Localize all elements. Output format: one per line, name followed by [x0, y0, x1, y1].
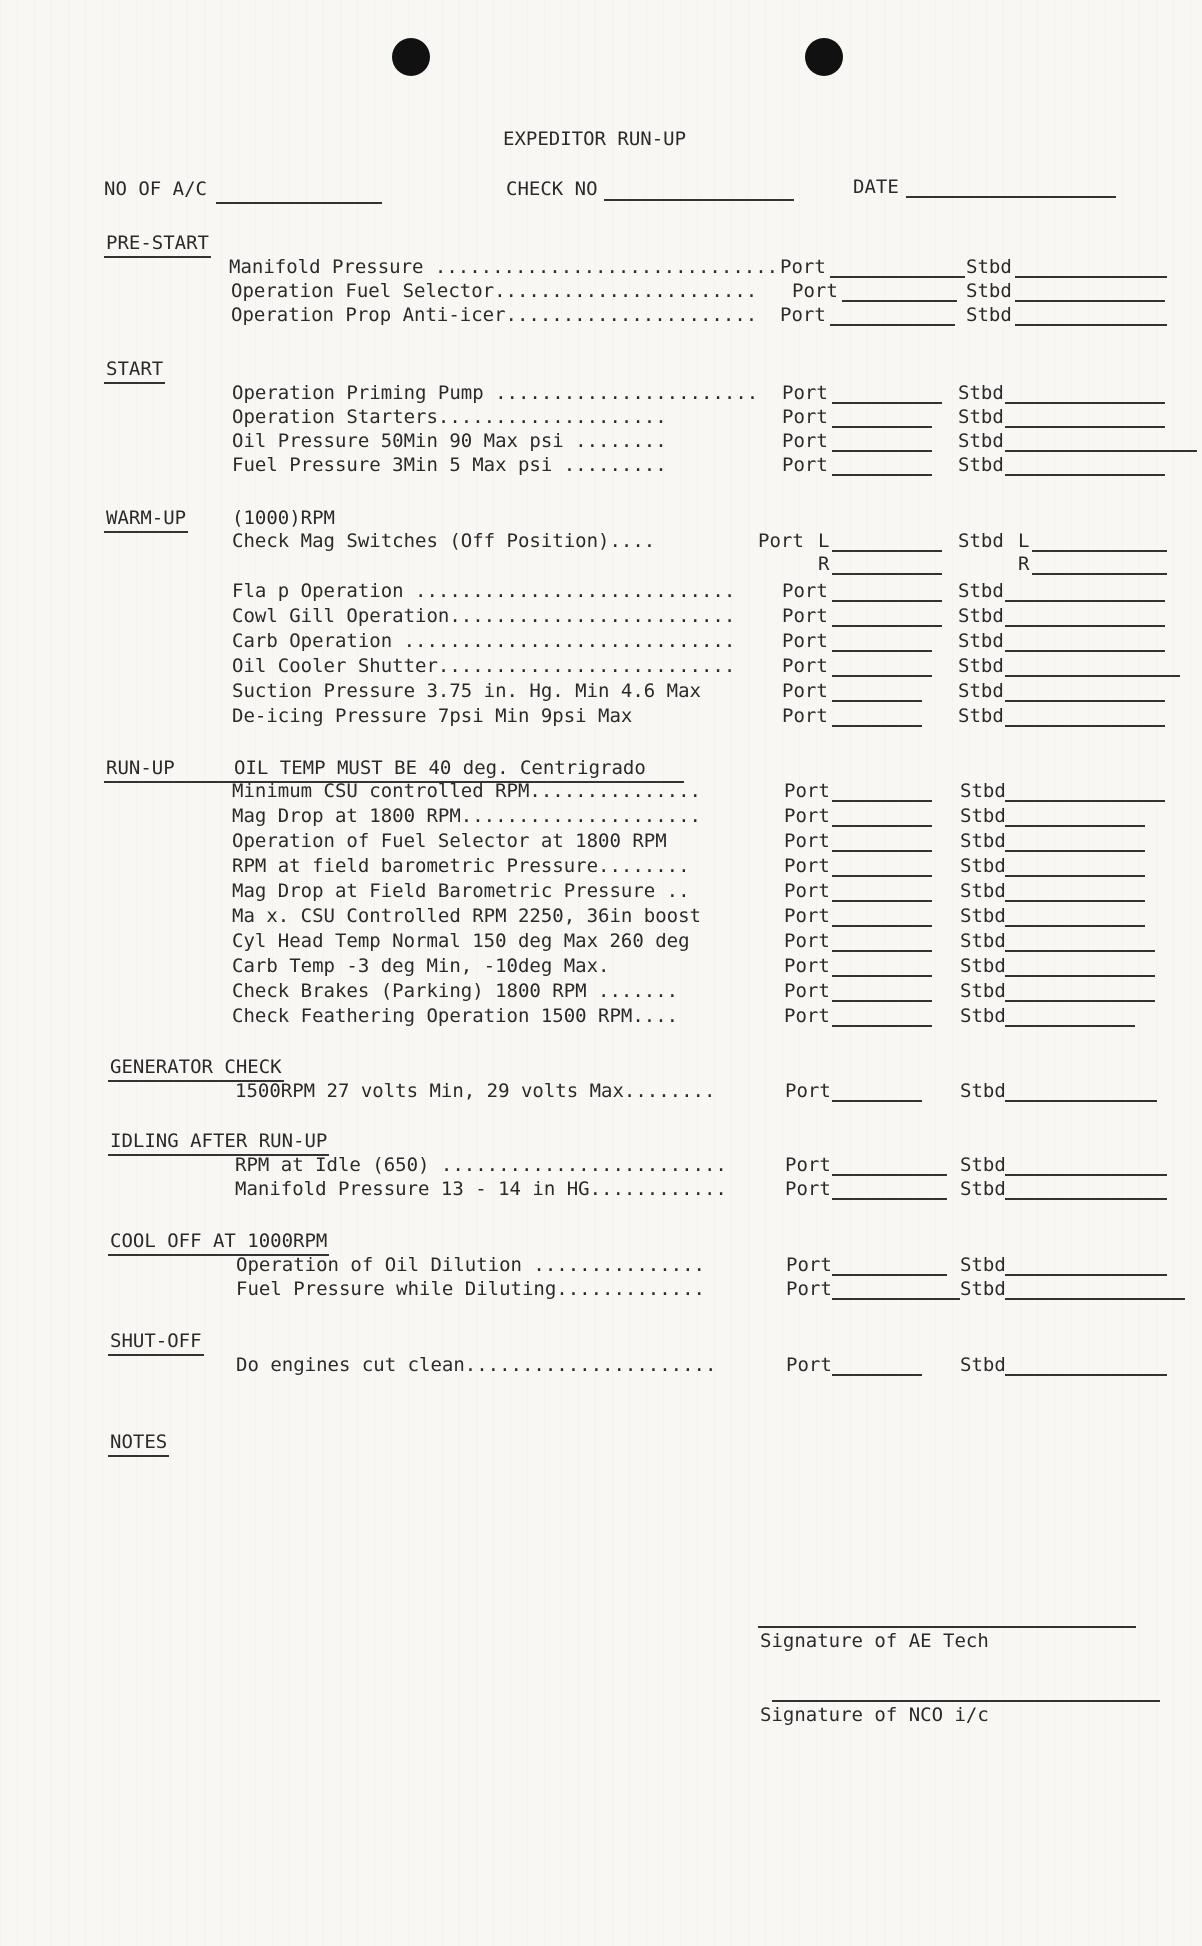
- checklist-row: [0, 1178, 1202, 1202]
- port-label: Port: [785, 1154, 831, 1176]
- item-label: RPM at field barometric Pressure........: [232, 855, 690, 877]
- port-label: Port: [785, 1080, 831, 1102]
- check-no-field[interactable]: [604, 199, 794, 201]
- port-field[interactable]: [830, 324, 955, 326]
- checklist-row: [0, 1154, 1202, 1178]
- stbd-field[interactable]: [1005, 1198, 1167, 1200]
- stbd-label: Stbd: [958, 530, 1004, 552]
- checklist-row: [0, 454, 1202, 478]
- stbd-field[interactable]: [1005, 1298, 1185, 1300]
- stbd-label: Stbd: [960, 1178, 1006, 1200]
- stbd-label: Stbd: [958, 605, 1004, 627]
- stbd-field[interactable]: [1005, 1000, 1155, 1002]
- port-label: Port: [784, 805, 830, 827]
- port-field[interactable]: [832, 1000, 932, 1002]
- stbd-field[interactable]: [1005, 800, 1165, 802]
- checklist-row: [0, 256, 1202, 280]
- section-title-warmup: WARM-UP: [106, 507, 187, 529]
- stbd-label: Stbd: [958, 655, 1004, 677]
- port-label: Port: [784, 780, 830, 802]
- stbd-field[interactable]: [1005, 1025, 1135, 1027]
- port-field[interactable]: [832, 1198, 947, 1200]
- port-field[interactable]: [832, 1100, 922, 1102]
- port-field[interactable]: [832, 850, 932, 852]
- mag-l-label: L: [1018, 530, 1030, 552]
- port-field[interactable]: [832, 650, 932, 652]
- stbd-label: Stbd: [958, 705, 1004, 727]
- checklist-row: [0, 1254, 1202, 1278]
- item-label: Carb Temp -3 deg Min, -10deg Max.: [232, 955, 610, 977]
- item-label: Mag Drop at 1800 RPM.....................: [232, 805, 701, 827]
- item-label: Check Brakes (Parking) 1800 RPM .......: [232, 980, 679, 1002]
- section-title-prestart: PRE-START: [106, 232, 209, 254]
- stbd-label: Stbd: [958, 454, 1004, 476]
- checklist-row: [0, 855, 1202, 879]
- port-field[interactable]: [832, 402, 942, 404]
- port-label: Port: [782, 680, 828, 702]
- port-label: Port: [780, 304, 826, 326]
- signature-line-ae-tech[interactable]: [758, 1626, 1136, 1628]
- port-l-field[interactable]: [832, 550, 942, 552]
- stbd-field[interactable]: [1005, 875, 1145, 877]
- port-field[interactable]: [832, 825, 932, 827]
- stbd-label: Stbd: [960, 905, 1006, 927]
- item-label: Operation Priming Pump .......................: [232, 382, 759, 404]
- port-label: Port: [786, 1254, 832, 1276]
- stbd-field[interactable]: [1005, 1374, 1167, 1376]
- stbd-label: Stbd: [960, 780, 1006, 802]
- item-label: Operation Starters....................: [232, 406, 667, 428]
- checklist-row: [0, 905, 1202, 929]
- section-title-idling: IDLING AFTER RUN-UP: [110, 1130, 328, 1152]
- checklist-row: [0, 680, 1202, 704]
- checklist-row: [0, 406, 1202, 430]
- punch-hole-left: [392, 38, 430, 76]
- mag-r-label: R: [818, 553, 830, 575]
- port-field[interactable]: [832, 1025, 932, 1027]
- item-label: Operation of Oil Dilution ...............: [236, 1254, 705, 1276]
- item-label: Fuel Pressure while Diluting.............: [236, 1278, 705, 1300]
- stbd-r-field[interactable]: [1032, 573, 1167, 575]
- item-label: Oil Cooler Shutter..........................: [232, 655, 736, 677]
- stbd-field[interactable]: [1005, 1174, 1167, 1176]
- port-field[interactable]: [832, 625, 942, 627]
- port-label: Port: [782, 655, 828, 677]
- stbd-label: Stbd: [958, 382, 1004, 404]
- port-field[interactable]: [842, 300, 957, 302]
- checklist-row: [0, 605, 1202, 629]
- checklist-row: [0, 1278, 1202, 1302]
- stbd-field[interactable]: [1005, 725, 1165, 727]
- stbd-field[interactable]: [1005, 600, 1165, 602]
- port-label: Port: [784, 855, 830, 877]
- stbd-label: Stbd: [960, 1254, 1006, 1276]
- port-field[interactable]: [832, 700, 922, 702]
- checklist-row: [0, 705, 1202, 729]
- checklist-row: [0, 304, 1202, 328]
- port-field[interactable]: [832, 474, 932, 476]
- checklist-row: [0, 655, 1202, 679]
- checklist-row: [0, 1005, 1202, 1029]
- port-label: Port: [784, 1005, 830, 1027]
- port-label: Port: [784, 980, 830, 1002]
- checklist-row: [0, 1354, 1202, 1378]
- stbd-label: Stbd: [960, 980, 1006, 1002]
- punch-hole-right: [805, 38, 843, 76]
- port-label: Port: [782, 580, 828, 602]
- port-label: Port: [782, 382, 828, 404]
- stbd-field[interactable]: [1015, 324, 1167, 326]
- item-label: Ma x. CSU Controlled RPM 2250, 36in boost: [232, 905, 701, 927]
- port-label: Port: [785, 1178, 831, 1200]
- stbd-label: Stbd: [960, 1005, 1006, 1027]
- port-label: Port: [782, 454, 828, 476]
- item-label: Manifold Pressure 13 - 14 in HG............: [235, 1178, 727, 1200]
- stbd-field[interactable]: [1005, 474, 1165, 476]
- item-label: Carb Operation .............................: [232, 630, 736, 652]
- stbd-field[interactable]: [1005, 950, 1155, 952]
- port-field[interactable]: [832, 1174, 947, 1176]
- aircraft-label: NO OF A/C: [104, 178, 207, 200]
- port-field[interactable]: [832, 450, 932, 452]
- checklist-row-mag: [0, 530, 1202, 554]
- port-field[interactable]: [832, 975, 932, 977]
- item-label: Do engines cut clean......................: [236, 1354, 717, 1376]
- stbd-field[interactable]: [1005, 402, 1165, 404]
- stbd-field[interactable]: [1005, 1100, 1157, 1102]
- port-label: Port: [786, 1278, 832, 1300]
- form-title: EXPEDITOR RUN-UP: [503, 128, 687, 150]
- item-label: Operation of Fuel Selector at 1800 RPM: [232, 830, 667, 852]
- port-field[interactable]: [832, 1298, 960, 1300]
- date-label: DATE: [853, 176, 899, 198]
- stbd-label: Stbd: [960, 1278, 1006, 1300]
- stbd-field[interactable]: [1005, 925, 1145, 927]
- date-field[interactable]: [906, 196, 1116, 198]
- port-label: Port: [784, 905, 830, 927]
- port-field[interactable]: [832, 900, 932, 902]
- item-label: Cyl Head Temp Normal 150 deg Max 260 deg: [232, 930, 690, 952]
- port-field[interactable]: [832, 1274, 947, 1276]
- stbd-field[interactable]: [1005, 450, 1197, 452]
- checklist-row: [0, 580, 1202, 604]
- port-label: Port: [784, 880, 830, 902]
- item-label: Manifold Pressure ..............................: [229, 256, 779, 278]
- item-label: Check Feathering Operation 1500 RPM....: [232, 1005, 679, 1027]
- checklist-row: [0, 382, 1202, 406]
- port-field[interactable]: [832, 1374, 922, 1376]
- warmup-subtitle: (1000)RPM: [232, 507, 335, 529]
- port-field[interactable]: [832, 600, 942, 602]
- item-label: Operation Fuel Selector.......................: [231, 280, 758, 302]
- checklist-row: [0, 805, 1202, 829]
- checklist-row-mag-r: [0, 553, 1202, 577]
- port-field[interactable]: [832, 950, 932, 952]
- checklist-row: [0, 930, 1202, 954]
- mag-r-label: R: [1018, 553, 1030, 575]
- checklist-row: [0, 630, 1202, 654]
- port-label: Port: [786, 1354, 832, 1376]
- port-label: Port: [784, 955, 830, 977]
- port-r-field[interactable]: [832, 573, 942, 575]
- port-label: Port: [782, 630, 828, 652]
- stbd-field[interactable]: [1005, 825, 1145, 827]
- checklist-row: [0, 1080, 1202, 1104]
- port-label: Port: [758, 530, 804, 552]
- checklist-row: [0, 880, 1202, 904]
- section-title-runup: RUN-UP: [106, 757, 175, 779]
- stbd-field[interactable]: [1005, 1274, 1167, 1276]
- stbd-label: Stbd: [960, 930, 1006, 952]
- section-title-shutoff: SHUT-OFF: [110, 1330, 202, 1352]
- item-label: De-icing Pressure 7psi Min 9psi Max: [232, 705, 633, 727]
- stbd-label: Stbd: [960, 955, 1006, 977]
- checklist-row: [0, 980, 1202, 1004]
- signature-line-nco[interactable]: [772, 1700, 1160, 1702]
- port-label: Port: [784, 830, 830, 852]
- stbd-label: Stbd: [960, 805, 1006, 827]
- stbd-label: Stbd: [958, 580, 1004, 602]
- stbd-field[interactable]: [1005, 675, 1180, 677]
- item-label: Fla p Operation ............................: [232, 580, 736, 602]
- checklist-row: [0, 430, 1202, 454]
- checklist-row: [0, 830, 1202, 854]
- stbd-label: Stbd: [966, 280, 1012, 302]
- stbd-l-field[interactable]: [1032, 550, 1167, 552]
- mag-l-label: L: [818, 530, 830, 552]
- port-label: Port: [784, 930, 830, 952]
- item-label: Fuel Pressure 3Min 5 Max psi .........: [232, 454, 667, 476]
- stbd-field[interactable]: [1015, 300, 1165, 302]
- item-label: Cowl Gill Operation.........................: [232, 605, 736, 627]
- stbd-label: Stbd: [958, 680, 1004, 702]
- item-label: Suction Pressure 3.75 in. Hg. Min 4.6 Max: [232, 680, 701, 702]
- port-field[interactable]: [832, 875, 932, 877]
- port-label: Port: [782, 430, 828, 452]
- port-field[interactable]: [832, 426, 932, 428]
- stbd-field[interactable]: [1005, 700, 1165, 702]
- signature-label-nco: Signature of NCO i/c: [760, 1704, 989, 1726]
- stbd-field[interactable]: [1005, 426, 1165, 428]
- section-title-notes: NOTES: [110, 1431, 168, 1453]
- aircraft-field[interactable]: [216, 202, 382, 204]
- section-title-start: START: [106, 358, 164, 380]
- checklist-row: [0, 780, 1202, 804]
- stbd-field[interactable]: [1005, 900, 1145, 902]
- port-label: Port: [780, 256, 826, 278]
- stbd-label: Stbd: [958, 630, 1004, 652]
- port-label: Port: [782, 406, 828, 428]
- stbd-field[interactable]: [1005, 625, 1165, 627]
- stbd-label: Stbd: [960, 1080, 1006, 1102]
- stbd-field[interactable]: [1005, 850, 1145, 852]
- runup-subtitle: OIL TEMP MUST BE 40 deg. Centrigrado: [234, 757, 646, 779]
- item-label: Mag Drop at Field Barometric Pressure ..: [232, 880, 690, 902]
- stbd-field[interactable]: [1015, 276, 1167, 278]
- section-title-cooloff: COOL OFF AT 1000RPM: [110, 1230, 328, 1252]
- item-label: Operation Prop Anti-icer......................: [231, 304, 758, 326]
- item-label: Minimum CSU controlled RPM...............: [232, 780, 701, 802]
- port-field[interactable]: [832, 925, 932, 927]
- item-label: Check Mag Switches (Off Position)....: [232, 530, 656, 552]
- checklist-row: [0, 280, 1202, 304]
- port-field[interactable]: [832, 800, 932, 802]
- port-label: Port: [782, 605, 828, 627]
- port-label: Port: [782, 705, 828, 727]
- stbd-label: Stbd: [960, 880, 1006, 902]
- check-no-label: CHECK NO: [506, 178, 598, 200]
- port-field[interactable]: [830, 276, 965, 278]
- port-field[interactable]: [832, 725, 922, 727]
- section-title-generator: GENERATOR CHECK: [110, 1056, 282, 1078]
- stbd-label: Stbd: [966, 256, 1012, 278]
- stbd-label: Stbd: [958, 430, 1004, 452]
- stbd-label: Stbd: [960, 1154, 1006, 1176]
- stbd-field[interactable]: [1005, 975, 1155, 977]
- signature-label-ae-tech: Signature of AE Tech: [760, 1630, 989, 1652]
- stbd-label: Stbd: [960, 1354, 1006, 1376]
- item-label: Oil Pressure 50Min 90 Max psi ........: [232, 430, 667, 452]
- port-label: Port: [792, 280, 838, 302]
- item-label: 1500RPM 27 volts Min, 29 volts Max........: [235, 1080, 716, 1102]
- item-label: RPM at Idle (650) .........................: [235, 1154, 727, 1176]
- stbd-label: Stbd: [958, 406, 1004, 428]
- stbd-label: Stbd: [966, 304, 1012, 326]
- checklist-row: [0, 955, 1202, 979]
- stbd-field[interactable]: [1005, 650, 1165, 652]
- stbd-label: Stbd: [960, 855, 1006, 877]
- port-field[interactable]: [832, 675, 932, 677]
- stbd-label: Stbd: [960, 830, 1006, 852]
